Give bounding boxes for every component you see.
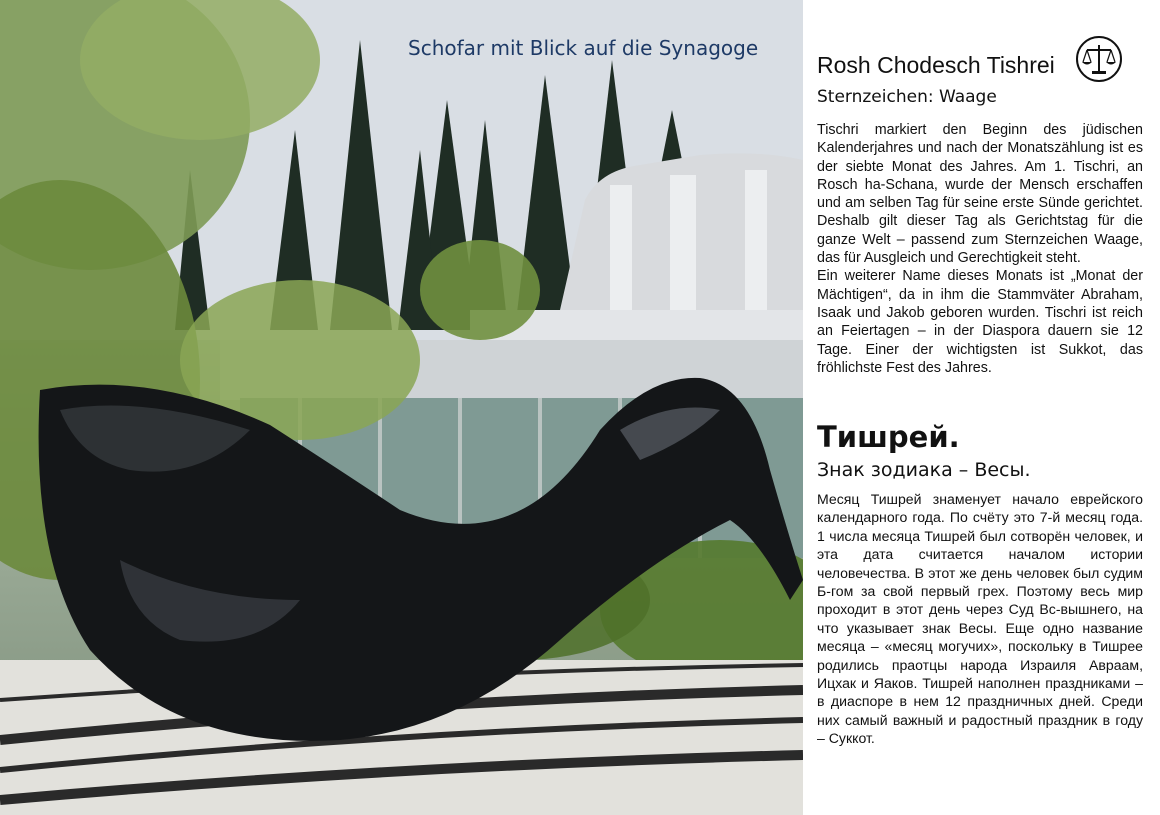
text-panel <box>803 0 1160 815</box>
russian-body: Месяц Тишрей знаменует начало еврейского календарного года. По счёту это 7-й месяц года. 1 числа месяца Тишрей был сотворён человек, и эта дата считается началом истории человечества. В этот же день человек был судим Б-гом за свой первый грех. Поэтому весь мир проходит в этот день через Суд Вс-вышнего, на что указывает знак Весы. Еще одно название месяца – «месяц могучих», поскольку в Тишрее родились праотцы народа Израиля Авраам, Ицхак и Яаков. Тишрей наполнен праздниками – в диаспоре в нем 12 праздничных дней. Среди них самый важный и радостный праздник в году – Суккот. <box>817 491 1143 747</box>
german-title: Rosh Chodesch Tishrei <box>817 52 1055 78</box>
german-paragraph: Tischri markiert den Beginn des jüdischen Kalenderjahres und nach der Monatszählung ist es der siebte Monat des Jahres. Am 1. Tischri, an Rosch ha-Schana, wurde der Mensch erschaffen und am selben Tag für seine erste Sünde gerichtet. Deshalb gilt dieser Tag als Gerichtstag für die ganze Welt – passend zum Sternzeichen Waage, das für Ausgleich und Gerechtigkeit steht. <box>817 122 1143 267</box>
libra-scales-icon <box>1075 35 1123 83</box>
russian-zodiac: Знак зодиака – Весы. <box>817 459 1031 481</box>
german-body <box>817 121 1143 377</box>
german-paragraph: Ein weiterer Name dieses Monats ist „Monat der Mächtigen“, da in ihm die Stammväter Abraham, Isaak und Jakob geboren wurden. Tischri ist reich an Feiertagen – in der Diaspora dauern sie 12 Tage. Einer der wichtigsten ist Sukkot, das fröhlichste Fest des Jahres. <box>817 268 1143 376</box>
photo-caption: Schofar mit Blick auf die Synagoge <box>408 36 759 60</box>
russian-title: Тишрей. <box>817 420 960 454</box>
german-zodiac: Sternzeichen: Waage <box>817 87 997 107</box>
